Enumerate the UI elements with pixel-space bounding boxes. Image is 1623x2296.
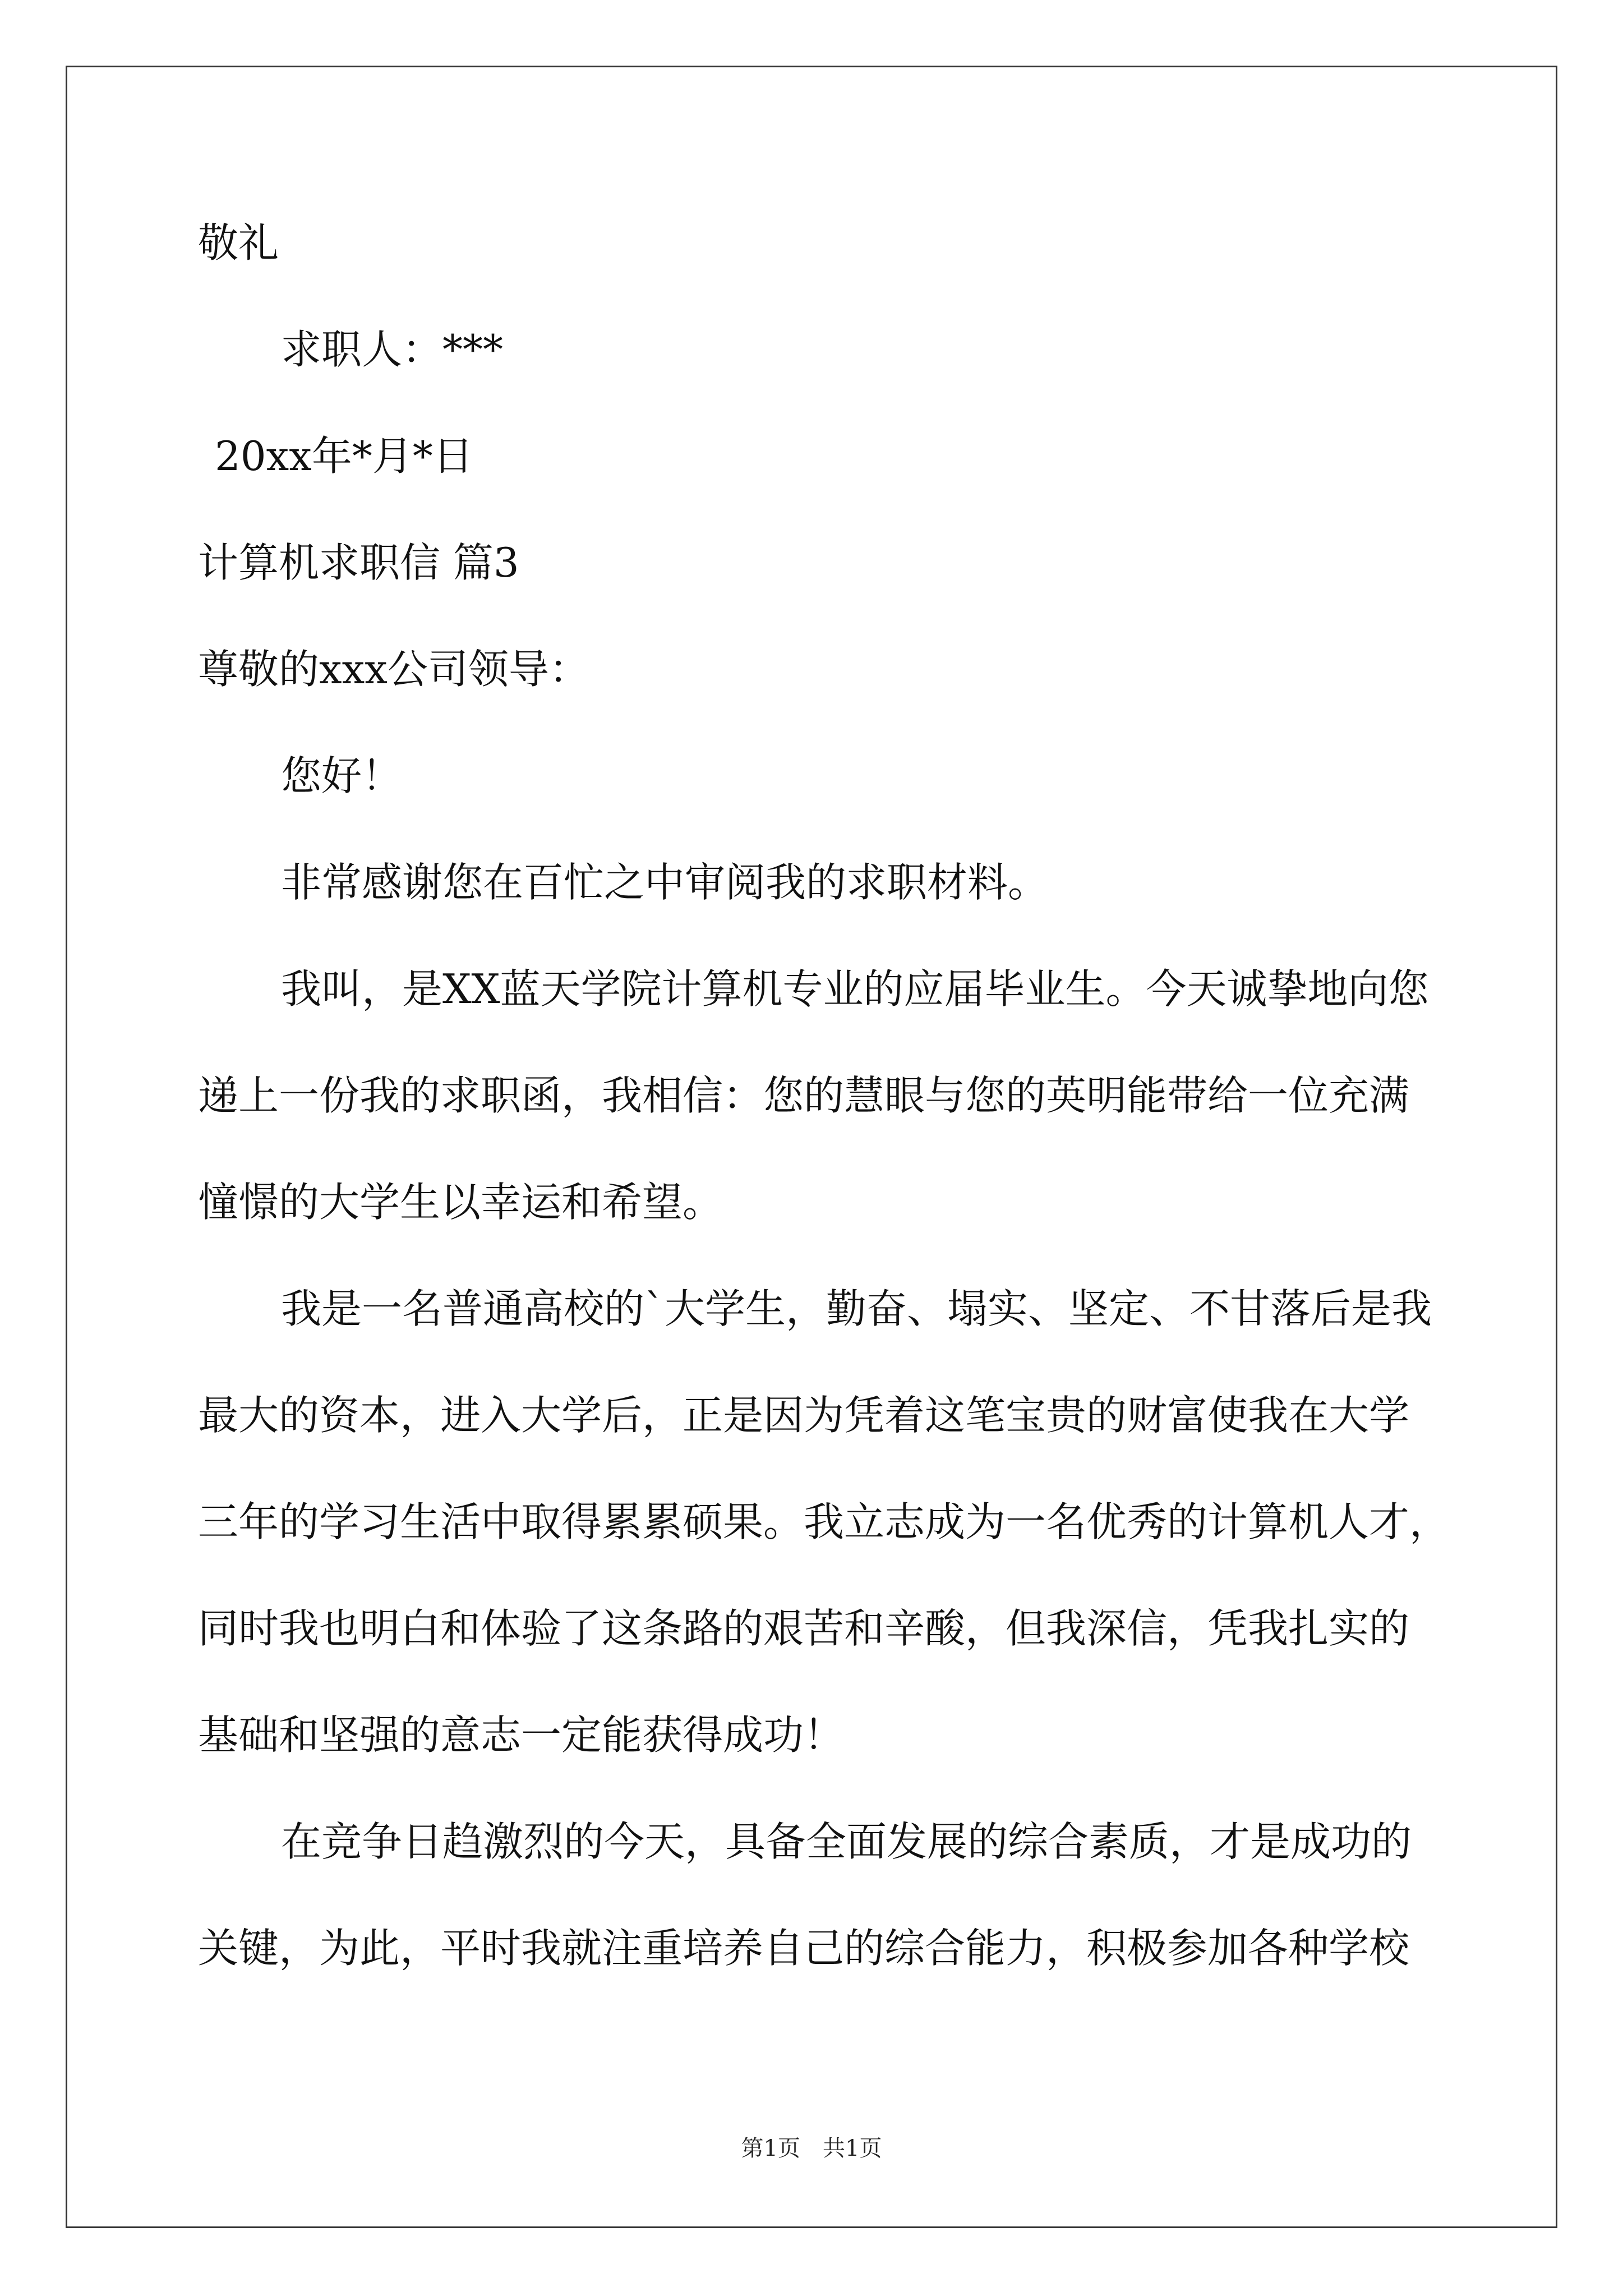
paragraph-line: 基础和坚强的意志一定能获得成功！: [198, 1711, 845, 1759]
paragraph-line: 递上一份我的求职函，我相信：您的慧眼与您的英明能带给一位充满: [198, 1072, 1410, 1119]
date-line: 20xx年*月*日: [215, 432, 473, 480]
paragraph-line: 最大的资本，进入大学后，正是因为凭着这笔宝贵的财富使我在大学: [198, 1392, 1410, 1439]
paragraph-line: 在竞争日趋激烈的今天，具备全面发展的综合素质，才是成功的: [281, 1818, 1412, 1865]
paragraph-line: 我叫，是XX蓝天学院计算机专业的应届毕业生。今天诚挚地向您: [281, 965, 1429, 1013]
paragraph-line: 关键，为此，平时我就注重培养自己的综合能力，积极参加各种学校: [198, 1925, 1410, 1972]
paragraph-line: 我是一名普通高校的`大学生，勤奋、塌实、坚定、不甘落后是我: [281, 1285, 1432, 1332]
paragraph-3: [198, 1815, 1429, 1975]
paragraph-line: 憧憬的大学生以幸运和希望。: [198, 1179, 723, 1226]
section-title: 计算机求职信 篇3: [198, 539, 519, 586]
salutation-line: 尊敬的xxx公司领导：: [198, 646, 589, 693]
thanks-line: 非常感谢您在百忙之中审阅我的求职材料。: [281, 859, 1049, 906]
letter-body: [198, 216, 1450, 1975]
applicant-line: 求职人：***: [281, 326, 504, 373]
paragraph-1: [198, 962, 1429, 1229]
greeting-line: 您好！: [281, 752, 403, 799]
page-footer: 第1页 共1页: [741, 2136, 882, 2161]
paragraph-2: [198, 1282, 1450, 1762]
paragraph-line: 三年的学习生活中取得累累硕果。我立志成为一名优秀的计算机人才，: [198, 1498, 1450, 1545]
closing-line: 敬礼: [198, 219, 279, 266]
paragraph-line: 同时我也明白和体验了这条路的艰苦和辛酸，但我深信，凭我扎实的: [198, 1605, 1410, 1652]
